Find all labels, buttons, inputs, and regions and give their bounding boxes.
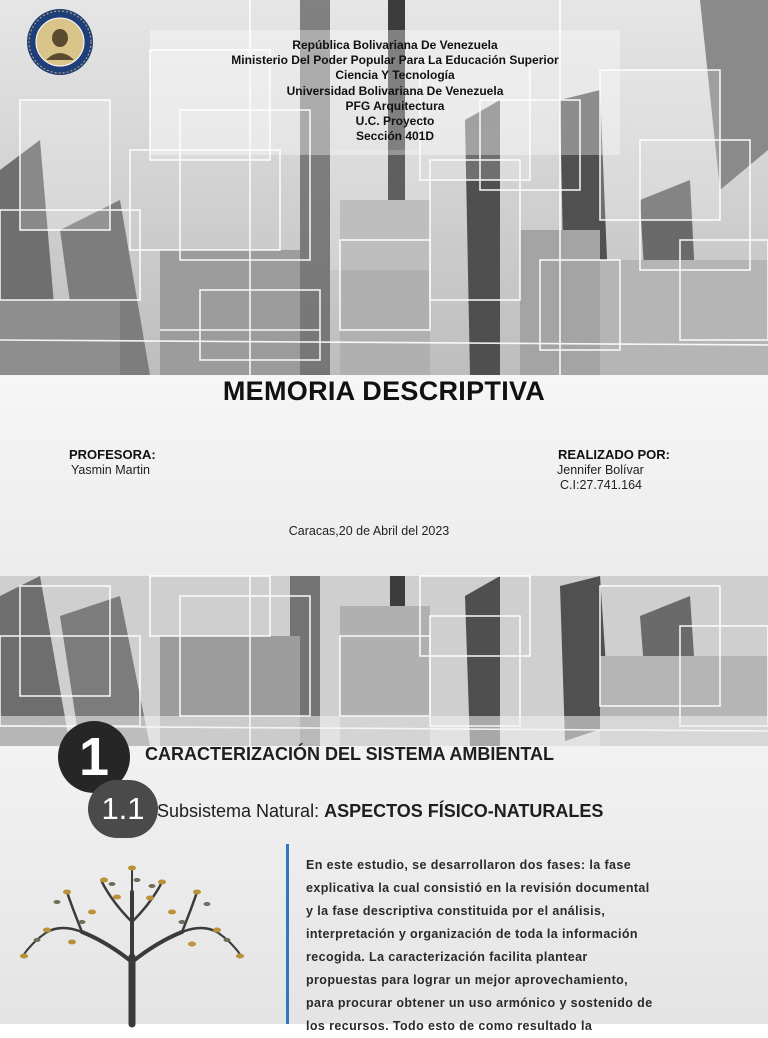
university-seal-logo bbox=[26, 8, 94, 76]
document-title: MEMORIA DESCRIPTIVA bbox=[222, 376, 546, 406]
section-number-badge: 1 bbox=[58, 721, 130, 793]
place-date: Caracas,20 de Abril del 2023 bbox=[288, 524, 450, 538]
header-line: Sección 401D bbox=[355, 129, 435, 144]
profesora-name: Yasmin Martin bbox=[71, 463, 150, 477]
section-title: CARACTERIZACIÓN DEL SISTEMA AMBIENTAL bbox=[145, 744, 554, 764]
subsection-title bbox=[157, 801, 603, 822]
subsection-title-bold: ASPECTOS FÍSICO-NATURALES bbox=[324, 801, 604, 821]
section-body-text: En este estudio, se desarrollaron dos fases: la fase explicativa la cual consistió en la revisión documental y la fase descriptiva constituida por el análisis, interpretación y organización de toda la información recogida. La caracterización facilita plantear propuestas para lograr un mejor aprovechamiento, para procurar obtener un uso armónico y sostenido de los recursos. Todo esto de como resultado la bbox=[306, 858, 653, 1033]
profesora-label: PROFESORA: bbox=[69, 447, 156, 462]
institution-header bbox=[140, 38, 650, 144]
section-slide bbox=[0, 576, 768, 1033]
header-line: Ciencia Y Tecnología bbox=[335, 68, 455, 83]
tree-illustration bbox=[12, 862, 252, 1024]
architectural-boxes-image bbox=[0, 576, 768, 746]
accent-bar bbox=[286, 844, 289, 1024]
author-name: Jennifer Bolívar bbox=[557, 463, 644, 477]
header-line: República Bolivariana De Venezuela bbox=[292, 38, 498, 52]
subsection-number-badge: 1.1 bbox=[88, 780, 158, 838]
header-line: Ministerio Del Poder Popular Para La Educación Superior bbox=[231, 53, 559, 68]
subsection-title-plain: Subsistema Natural: bbox=[157, 801, 325, 821]
header-line: U.C. Proyecto bbox=[355, 114, 435, 129]
header-line: Universidad Bolivariana De Venezuela bbox=[286, 83, 504, 98]
author-id: C.I:27.741.164 bbox=[560, 478, 643, 492]
author-label: REALIZADO POR: bbox=[558, 447, 670, 462]
header-line: PFG Arquitectura bbox=[345, 98, 445, 113]
